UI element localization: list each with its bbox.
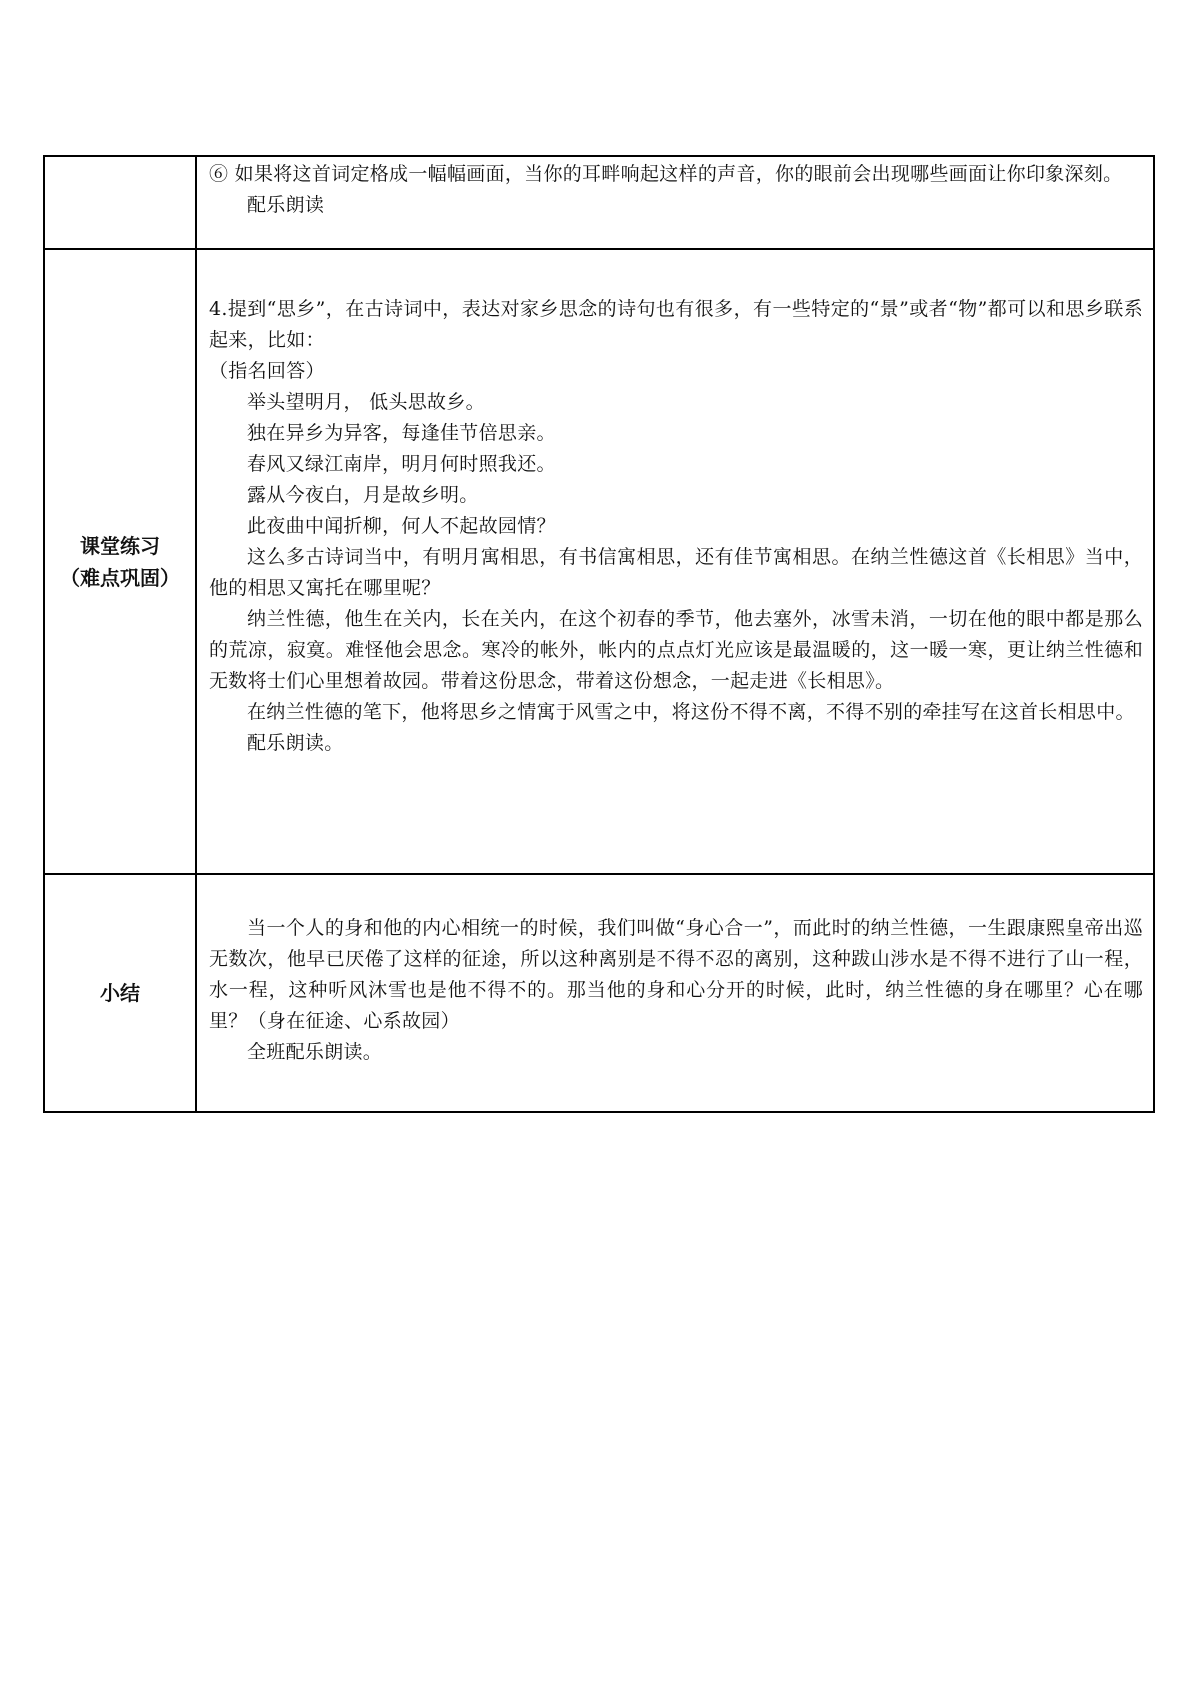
row-label-cell-empty [44, 156, 196, 249]
section-label-line: （难点巩固） [60, 565, 180, 590]
paragraph-instruction: （指名回答） [209, 360, 325, 382]
row-content-cell [196, 249, 1154, 874]
paragraph-read-aloud: 配乐朗读 [247, 194, 325, 216]
section-label-line: 课堂练习 [80, 533, 160, 558]
lesson-plan-table [43, 155, 1155, 1113]
table-row [44, 156, 1154, 249]
paragraph-body: 纳兰性德，他生在关内，长在关内，在这个初春的季节，他去塞外，冰雪未消，一切在他的眼中都是那么的荒凉，寂寞。难怪他会思念。寒冷的帐外，帐内的点点灯光应该是最温暖的，这一暖一寒，更让纳兰性德和无数将士们心里想着故园。带着这份思念，带着这份想念，一起走进《长相思》。 [209, 608, 1143, 692]
paragraph-read-aloud: 全班配乐朗读。 [247, 1041, 383, 1063]
section-label-line: 小结 [100, 981, 140, 1005]
poem-line: 春风又绿江南岸，明月何时照我还。 [247, 453, 556, 475]
paragraph-read-aloud: 配乐朗读。 [247, 732, 344, 754]
section-label-summary [44, 874, 196, 1112]
paragraph-intro: 4.提到“思乡”，在古诗词中，表达对家乡思念的诗句也有很多，有一些特定的“景”或者“物”都可以和思乡联系起来，比如： [209, 298, 1143, 351]
poem-line: 举头望明月， 低头思故乡。 [247, 391, 485, 413]
poem-line: 此夜曲中闻折柳，何人不起故园情？ [247, 515, 556, 537]
paragraph-question-6: ⑥ 如果将这首词定格成一幅幅画面，当你的耳畔响起这样的声音，你的眼前会出现哪些画面让你印象深刻。 [209, 163, 1123, 185]
table-row [44, 249, 1154, 874]
table-row [44, 874, 1154, 1112]
poem-line: 独在异乡为异客，每逢佳节倍思亲。 [247, 422, 556, 444]
row-content-cell [196, 156, 1154, 249]
row-content-cell [196, 874, 1154, 1112]
paragraph-body: 在纳兰性德的笔下，他将思乡之情寓于风雪之中，将这份不得不离，不得不别的牵挂写在这首长相思中。 [247, 701, 1135, 723]
poem-line: 露从今夜白，月是故乡明。 [247, 484, 479, 506]
paragraph-summary: 当一个人的身和他的内心相统一的时候，我们叫做“身心合一”，而此时的纳兰性德，一生跟康熙皇帝出巡无数次，他早已厌倦了这样的征途，所以这种离别是不得不忍的离别，这种跋山涉水是不得不进行了山一程，水一程，这种听风沐雪也是他不得不的。那当他的身和心分开的时候，此时，纳兰性德的身在哪里？心在哪里？（身在征途、心系故园） [209, 917, 1143, 1032]
paragraph-body: 这么多古诗词当中，有明月寓相思，有书信寓相思，还有佳节寓相思。在纳兰性德这首《长相思》当中，他的相思又寓托在哪里呢？ [209, 546, 1143, 599]
section-label-classroom-practice [44, 249, 196, 874]
